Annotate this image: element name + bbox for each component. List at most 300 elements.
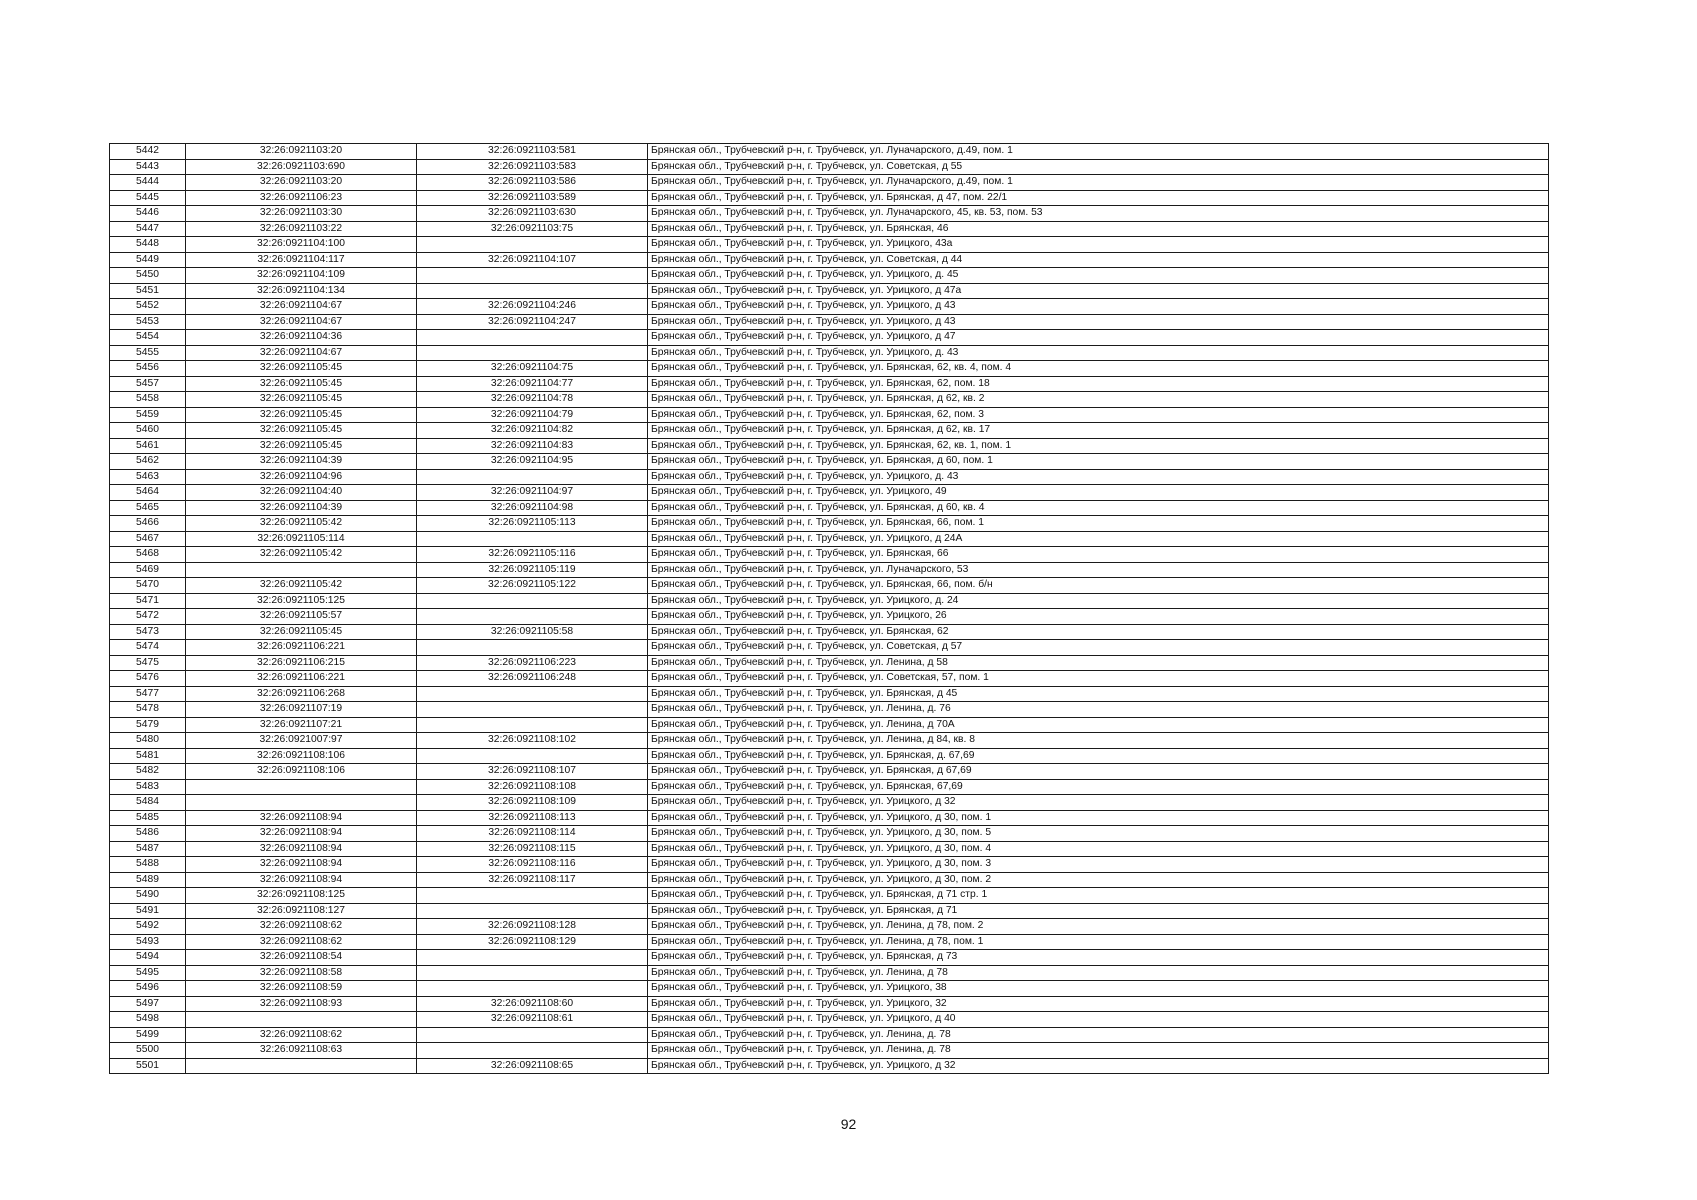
parent-cadastral-number-cell: 32:26:0921105:42 xyxy=(186,516,417,532)
parent-cadastral-number-cell: 32:26:0921105:45 xyxy=(186,624,417,640)
row-number-cell: 5473 xyxy=(110,624,186,640)
address-cell: Брянская обл., Трубчевский р-н, г. Трубчевск, ул. Брянская, 62, кв. 4, пом. 4 xyxy=(648,361,1549,377)
row-number-cell: 5484 xyxy=(110,795,186,811)
address-cell: Брянская обл., Трубчевский р-н, г. Трубчевск, ул. Брянская, д. 67,69 xyxy=(648,748,1549,764)
address-cell: Брянская обл., Трубчевский р-н, г. Трубчевск, ул. Брянская, 66 xyxy=(648,547,1549,563)
table-row xyxy=(110,903,1549,919)
table-row xyxy=(110,500,1549,516)
table-row xyxy=(110,686,1549,702)
parent-cadastral-number-cell: 32:26:0921105:45 xyxy=(186,361,417,377)
parent-cadastral-number-cell: 32:26:0921105:114 xyxy=(186,531,417,547)
table-row xyxy=(110,438,1549,454)
address-cell: Брянская обл., Трубчевский р-н, г. Трубчевск, ул. Урицкого, 26 xyxy=(648,609,1549,625)
address-cell: Брянская обл., Трубчевский р-н, г. Трубчевск, ул. Советская, д 44 xyxy=(648,252,1549,268)
address-cell: Брянская обл., Трубчевский р-н, г. Трубчевск, ул. Ленина, д 84, кв. 8 xyxy=(648,733,1549,749)
cadastral-number-cell: 32:26:0921103:589 xyxy=(417,190,648,206)
cadastral-number-cell: 32:26:0921108:107 xyxy=(417,764,648,780)
cadastral-number-cell: 32:26:0921108:117 xyxy=(417,872,648,888)
cadastral-number-cell xyxy=(417,469,648,485)
row-number-cell: 5444 xyxy=(110,175,186,191)
row-number-cell: 5447 xyxy=(110,221,186,237)
row-number-cell: 5442 xyxy=(110,144,186,160)
parent-cadastral-number-cell xyxy=(186,779,417,795)
cadastral-number-cell: 32:26:0921108:108 xyxy=(417,779,648,795)
row-number-cell: 5477 xyxy=(110,686,186,702)
table-row xyxy=(110,314,1549,330)
cadastral-number-cell: 32:26:0921108:115 xyxy=(417,841,648,857)
row-number-cell: 5448 xyxy=(110,237,186,253)
row-number-cell: 5443 xyxy=(110,159,186,175)
address-cell: Брянская обл., Трубчевский р-н, г. Трубчевск, ул. Брянская, д 71 стр. 1 xyxy=(648,888,1549,904)
address-cell: Брянская обл., Трубчевский р-н, г. Трубчевск, ул. Брянская, 62, пом. 18 xyxy=(648,376,1549,392)
row-number-cell: 5490 xyxy=(110,888,186,904)
address-cell: Брянская обл., Трубчевский р-н, г. Трубчевск, ул. Урицкого, д 32 xyxy=(648,1058,1549,1074)
parent-cadastral-number-cell: 32:26:0921105:45 xyxy=(186,376,417,392)
address-cell: Брянская обл., Трубчевский р-н, г. Трубчевск, ул. Луначарского, д.49, пом. 1 xyxy=(648,175,1549,191)
parent-cadastral-number-cell: 32:26:0921108:62 xyxy=(186,919,417,935)
parent-cadastral-number-cell: 32:26:0921104:39 xyxy=(186,454,417,470)
row-number-cell: 5498 xyxy=(110,1012,186,1028)
table-row xyxy=(110,764,1549,780)
row-number-cell: 5482 xyxy=(110,764,186,780)
cadastral-number-cell: 32:26:0921108:60 xyxy=(417,996,648,1012)
address-cell: Брянская обл., Трубчевский р-н, г. Трубчевск, ул. Брянская, 67,69 xyxy=(648,779,1549,795)
parent-cadastral-number-cell: 32:26:0921103:30 xyxy=(186,206,417,222)
cadastral-number-cell: 32:26:0921104:246 xyxy=(417,299,648,315)
parent-cadastral-number-cell: 32:26:0921104:67 xyxy=(186,299,417,315)
cadastral-number-cell: 32:26:0921108:114 xyxy=(417,826,648,842)
row-number-cell: 5470 xyxy=(110,578,186,594)
table-row xyxy=(110,1027,1549,1043)
table-row xyxy=(110,795,1549,811)
row-number-cell: 5485 xyxy=(110,810,186,826)
table-row xyxy=(110,981,1549,997)
parent-cadastral-number-cell: 32:26:0921103:22 xyxy=(186,221,417,237)
row-number-cell: 5499 xyxy=(110,1027,186,1043)
address-cell: Брянская обл., Трубчевский р-н, г. Трубчевск, ул. Брянская, д 62, кв. 17 xyxy=(648,423,1549,439)
row-number-cell: 5489 xyxy=(110,872,186,888)
parent-cadastral-number-cell: 32:26:0921105:45 xyxy=(186,407,417,423)
parent-cadastral-number-cell: 32:26:0921104:117 xyxy=(186,252,417,268)
parent-cadastral-number-cell: 32:26:0921105:45 xyxy=(186,438,417,454)
parent-cadastral-number-cell: 32:26:0921105:45 xyxy=(186,392,417,408)
cadastral-number-cell: 32:26:0921108:113 xyxy=(417,810,648,826)
cadastral-number-cell xyxy=(417,283,648,299)
table-row xyxy=(110,330,1549,346)
row-number-cell: 5480 xyxy=(110,733,186,749)
cadastral-number-cell xyxy=(417,640,648,656)
parent-cadastral-number-cell: 32:26:0921108:59 xyxy=(186,981,417,997)
cadastral-number-cell xyxy=(417,237,648,253)
cadastral-number-cell: 32:26:0921108:61 xyxy=(417,1012,648,1028)
row-number-cell: 5449 xyxy=(110,252,186,268)
row-number-cell: 5496 xyxy=(110,981,186,997)
address-cell: Брянская обл., Трубчевский р-н, г. Трубчевск, ул. Урицкого, д 47 xyxy=(648,330,1549,346)
cadastral-number-cell: 32:26:0921106:248 xyxy=(417,671,648,687)
cadastral-number-cell xyxy=(417,717,648,733)
address-cell: Брянская обл., Трубчевский р-н, г. Трубчевск, ул. Брянская, 62 xyxy=(648,624,1549,640)
table-row xyxy=(110,810,1549,826)
table-row xyxy=(110,702,1549,718)
parent-cadastral-number-cell xyxy=(186,1012,417,1028)
cadastral-number-cell xyxy=(417,345,648,361)
parent-cadastral-number-cell: 32:26:0921106:221 xyxy=(186,671,417,687)
address-cell: Брянская обл., Трубчевский р-н, г. Трубчевск, ул. Урицкого, д 40 xyxy=(648,1012,1549,1028)
parent-cadastral-number-cell xyxy=(186,1058,417,1074)
table-row xyxy=(110,159,1549,175)
row-number-cell: 5494 xyxy=(110,950,186,966)
cadastral-number-cell xyxy=(417,268,648,284)
table-row xyxy=(110,206,1549,222)
row-number-cell: 5457 xyxy=(110,376,186,392)
row-number-cell: 5492 xyxy=(110,919,186,935)
cadastral-number-cell: 32:26:0921104:98 xyxy=(417,500,648,516)
table-row xyxy=(110,826,1549,842)
row-number-cell: 5454 xyxy=(110,330,186,346)
cadastral-number-cell xyxy=(417,593,648,609)
row-number-cell: 5501 xyxy=(110,1058,186,1074)
cadastral-number-cell xyxy=(417,1027,648,1043)
table-row xyxy=(110,531,1549,547)
parent-cadastral-number-cell: 32:26:0921106:215 xyxy=(186,655,417,671)
address-cell: Брянская обл., Трубчевский р-н, г. Трубчевск, ул. Советская, д 55 xyxy=(648,159,1549,175)
parent-cadastral-number-cell: 32:26:0921104:109 xyxy=(186,268,417,284)
address-cell: Брянская обл., Трубчевский р-н, г. Трубчевск, ул. Брянская, д 67,69 xyxy=(648,764,1549,780)
cadastral-number-cell xyxy=(417,686,648,702)
table-row xyxy=(110,965,1549,981)
address-cell: Брянская обл., Трубчевский р-н, г. Трубчевск, ул. Урицкого, д 30, пом. 4 xyxy=(648,841,1549,857)
row-number-cell: 5483 xyxy=(110,779,186,795)
row-number-cell: 5500 xyxy=(110,1043,186,1059)
row-number-cell: 5469 xyxy=(110,562,186,578)
address-cell: Брянская обл., Трубчевский р-н, г. Трубчевск, ул. Урицкого, д. 45 xyxy=(648,268,1549,284)
table-row xyxy=(110,779,1549,795)
address-cell: Брянская обл., Трубчевский р-н, г. Трубчевск, ул. Брянская, д 60, кв. 4 xyxy=(648,500,1549,516)
cadastral-number-cell: 32:26:0921103:75 xyxy=(417,221,648,237)
parent-cadastral-number-cell: 32:26:0921108:94 xyxy=(186,841,417,857)
parent-cadastral-number-cell: 32:26:0921108:94 xyxy=(186,810,417,826)
cadastral-number-cell: 32:26:0921104:82 xyxy=(417,423,648,439)
table-row xyxy=(110,934,1549,950)
parent-cadastral-number-cell: 32:26:0921108:54 xyxy=(186,950,417,966)
parent-cadastral-number-cell: 32:26:0921107:19 xyxy=(186,702,417,718)
table-row xyxy=(110,221,1549,237)
row-number-cell: 5453 xyxy=(110,314,186,330)
address-cell: Брянская обл., Трубчевский р-н, г. Трубчевск, ул. Урицкого, 38 xyxy=(648,981,1549,997)
table-row xyxy=(110,516,1549,532)
row-number-cell: 5491 xyxy=(110,903,186,919)
cadastral-number-cell: 32:26:0921105:122 xyxy=(417,578,648,594)
row-number-cell: 5455 xyxy=(110,345,186,361)
page-number: 92 xyxy=(840,1116,857,1132)
cadastral-number-cell xyxy=(417,531,648,547)
table-row xyxy=(110,655,1549,671)
row-number-cell: 5458 xyxy=(110,392,186,408)
cadastral-number-cell: 32:26:0921104:107 xyxy=(417,252,648,268)
table-row xyxy=(110,190,1549,206)
address-cell: Брянская обл., Трубчевский р-н, г. Трубчевск, ул. Брянская, 46 xyxy=(648,221,1549,237)
address-cell: Брянская обл., Трубчевский р-н, г. Трубчевск, ул. Брянская, 66, пом. 1 xyxy=(648,516,1549,532)
table-row xyxy=(110,283,1549,299)
address-cell: Брянская обл., Трубчевский р-н, г. Трубчевск, ул. Урицкого, д 30, пом. 2 xyxy=(648,872,1549,888)
cadastral-number-cell xyxy=(417,609,648,625)
row-number-cell: 5471 xyxy=(110,593,186,609)
cadastral-number-cell xyxy=(417,950,648,966)
table-row xyxy=(110,996,1549,1012)
parent-cadastral-number-cell: 32:26:0921108:63 xyxy=(186,1043,417,1059)
address-cell: Брянская обл., Трубчевский р-н, г. Трубчевск, ул. Брянская, д 62, кв. 2 xyxy=(648,392,1549,408)
cadastral-number-cell: 32:26:0921104:97 xyxy=(417,485,648,501)
row-number-cell: 5493 xyxy=(110,934,186,950)
address-cell: Брянская обл., Трубчевский р-н, г. Трубчевск, ул. Урицкого, д. 43 xyxy=(648,469,1549,485)
cadastral-number-cell xyxy=(417,330,648,346)
row-number-cell: 5460 xyxy=(110,423,186,439)
table-row xyxy=(110,841,1549,857)
table-row xyxy=(110,1043,1549,1059)
registry-table xyxy=(109,143,1549,1074)
cadastral-number-cell: 32:26:0921105:119 xyxy=(417,562,648,578)
parent-cadastral-number-cell: 32:26:0921105:57 xyxy=(186,609,417,625)
row-number-cell: 5472 xyxy=(110,609,186,625)
cadastral-number-cell: 32:26:0921105:58 xyxy=(417,624,648,640)
cadastral-number-cell: 32:26:0921104:247 xyxy=(417,314,648,330)
address-cell: Брянская обл., Трубчевский р-н, г. Трубчевск, ул. Урицкого, д 30, пом. 5 xyxy=(648,826,1549,842)
row-number-cell: 5486 xyxy=(110,826,186,842)
address-cell: Брянская обл., Трубчевский р-н, г. Трубчевск, ул. Брянская, д 47, пом. 22/1 xyxy=(648,190,1549,206)
row-number-cell: 5446 xyxy=(110,206,186,222)
table-row xyxy=(110,268,1549,284)
cadastral-number-cell xyxy=(417,888,648,904)
cadastral-number-cell xyxy=(417,702,648,718)
cadastral-number-cell: 32:26:0921106:223 xyxy=(417,655,648,671)
parent-cadastral-number-cell: 32:26:0921107:21 xyxy=(186,717,417,733)
parent-cadastral-number-cell: 32:26:0921106:268 xyxy=(186,686,417,702)
address-cell: Брянская обл., Трубчевский р-н, г. Трубчевск, ул. Урицкого, д 24А xyxy=(648,531,1549,547)
parent-cadastral-number-cell xyxy=(186,795,417,811)
table-row xyxy=(110,345,1549,361)
address-cell: Брянская обл., Трубчевский р-н, г. Трубчевск, ул. Брянская, 62, кв. 1, пом. 1 xyxy=(648,438,1549,454)
table-row xyxy=(110,888,1549,904)
table-row xyxy=(110,624,1549,640)
row-number-cell: 5461 xyxy=(110,438,186,454)
parent-cadastral-number-cell: 32:26:0921104:134 xyxy=(186,283,417,299)
parent-cadastral-number-cell: 32:26:0921108:94 xyxy=(186,826,417,842)
address-cell: Брянская обл., Трубчевский р-н, г. Трубчевск, ул. Луначарского, д.49, пом. 1 xyxy=(648,144,1549,160)
parent-cadastral-number-cell: 32:26:0921103:690 xyxy=(186,159,417,175)
cadastral-number-cell xyxy=(417,965,648,981)
row-number-cell: 5488 xyxy=(110,857,186,873)
cadastral-number-cell xyxy=(417,981,648,997)
cadastral-number-cell: 32:26:0921104:95 xyxy=(417,454,648,470)
parent-cadastral-number-cell: 32:26:0921104:96 xyxy=(186,469,417,485)
cadastral-number-cell xyxy=(417,748,648,764)
row-number-cell: 5467 xyxy=(110,531,186,547)
table-row xyxy=(110,950,1549,966)
row-number-cell: 5456 xyxy=(110,361,186,377)
address-cell: Брянская обл., Трубчевский р-н, г. Трубчевск, ул. Урицкого, 49 xyxy=(648,485,1549,501)
address-cell: Брянская обл., Трубчевский р-н, г. Трубчевск, ул. Ленина, д 78, пом. 2 xyxy=(648,919,1549,935)
address-cell: Брянская обл., Трубчевский р-н, г. Трубчевск, ул. Урицкого, д 30, пом. 3 xyxy=(648,857,1549,873)
cadastral-number-cell: 32:26:0921103:583 xyxy=(417,159,648,175)
address-cell: Брянская обл., Трубчевский р-н, г. Трубчевск, ул. Урицкого, д 32 xyxy=(648,795,1549,811)
address-cell: Брянская обл., Трубчевский р-н, г. Трубчевск, ул. Ленина, д 78 xyxy=(648,965,1549,981)
table-row xyxy=(110,748,1549,764)
parent-cadastral-number-cell: 32:26:0921108:127 xyxy=(186,903,417,919)
address-cell: Брянская обл., Трубчевский р-н, г. Трубчевск, ул. Урицкого, 43а xyxy=(648,237,1549,253)
parent-cadastral-number-cell: 32:26:0921104:67 xyxy=(186,314,417,330)
table-row xyxy=(110,640,1549,656)
row-number-cell: 5466 xyxy=(110,516,186,532)
parent-cadastral-number-cell: 32:26:0921108:106 xyxy=(186,748,417,764)
cadastral-number-cell: 32:26:0921105:116 xyxy=(417,547,648,563)
row-number-cell: 5487 xyxy=(110,841,186,857)
table-row xyxy=(110,609,1549,625)
table-row xyxy=(110,299,1549,315)
cadastral-number-cell: 32:26:0921108:109 xyxy=(417,795,648,811)
row-number-cell: 5445 xyxy=(110,190,186,206)
row-number-cell: 5463 xyxy=(110,469,186,485)
table-row xyxy=(110,237,1549,253)
table-row xyxy=(110,175,1549,191)
cadastral-number-cell: 32:26:0921103:586 xyxy=(417,175,648,191)
parent-cadastral-number-cell: 32:26:0921105:125 xyxy=(186,593,417,609)
address-cell: Брянская обл., Трубчевский р-н, г. Трубчевск, ул. Ленина, д. 76 xyxy=(648,702,1549,718)
table-row xyxy=(110,144,1549,160)
row-number-cell: 5497 xyxy=(110,996,186,1012)
cadastral-number-cell xyxy=(417,903,648,919)
row-number-cell: 5481 xyxy=(110,748,186,764)
address-cell: Брянская обл., Трубчевский р-н, г. Трубчевск, ул. Брянская, 62, пом. 3 xyxy=(648,407,1549,423)
cadastral-number-cell xyxy=(417,1043,648,1059)
parent-cadastral-number-cell: 32:26:0921105:42 xyxy=(186,578,417,594)
parent-cadastral-number-cell xyxy=(186,562,417,578)
row-number-cell: 5495 xyxy=(110,965,186,981)
address-cell: Брянская обл., Трубчевский р-н, г. Трубчевск, ул. Брянская, д 45 xyxy=(648,686,1549,702)
table-row xyxy=(110,454,1549,470)
address-cell: Брянская обл., Трубчевский р-н, г. Трубчевск, ул. Брянская, д 60, пом. 1 xyxy=(648,454,1549,470)
row-number-cell: 5464 xyxy=(110,485,186,501)
parent-cadastral-number-cell: 32:26:0921104:100 xyxy=(186,237,417,253)
row-number-cell: 5462 xyxy=(110,454,186,470)
parent-cadastral-number-cell: 32:26:0921108:94 xyxy=(186,857,417,873)
address-cell: Брянская обл., Трубчевский р-н, г. Трубчевск, ул. Ленина, д 70А xyxy=(648,717,1549,733)
parent-cadastral-number-cell: 32:26:0921007:97 xyxy=(186,733,417,749)
address-cell: Брянская обл., Трубчевский р-н, г. Трубчевск, ул. Брянская, д 71 xyxy=(648,903,1549,919)
address-cell: Брянская обл., Трубчевский р-н, г. Трубчевск, ул. Урицкого, 32 xyxy=(648,996,1549,1012)
address-cell: Брянская обл., Трубчевский р-н, г. Трубчевск, ул. Урицкого, д 43 xyxy=(648,299,1549,315)
row-number-cell: 5474 xyxy=(110,640,186,656)
address-cell: Брянская обл., Трубчевский р-н, г. Трубчевск, ул. Урицкого, д 30, пом. 1 xyxy=(648,810,1549,826)
parent-cadastral-number-cell: 32:26:0921106:221 xyxy=(186,640,417,656)
table-row xyxy=(110,1058,1549,1074)
parent-cadastral-number-cell: 32:26:0921108:62 xyxy=(186,934,417,950)
row-number-cell: 5479 xyxy=(110,717,186,733)
parent-cadastral-number-cell: 32:26:0921104:67 xyxy=(186,345,417,361)
row-number-cell: 5452 xyxy=(110,299,186,315)
table-row xyxy=(110,485,1549,501)
address-cell: Брянская обл., Трубчевский р-н, г. Трубчевск, ул. Ленина, д 58 xyxy=(648,655,1549,671)
table-row xyxy=(110,671,1549,687)
table-row xyxy=(110,733,1549,749)
table-row xyxy=(110,857,1549,873)
parent-cadastral-number-cell: 32:26:0921108:93 xyxy=(186,996,417,1012)
table-row xyxy=(110,578,1549,594)
parent-cadastral-number-cell: 32:26:0921108:125 xyxy=(186,888,417,904)
table-row xyxy=(110,469,1549,485)
row-number-cell: 5478 xyxy=(110,702,186,718)
table-row xyxy=(110,376,1549,392)
parent-cadastral-number-cell: 32:26:0921104:36 xyxy=(186,330,417,346)
cadastral-number-cell: 32:26:0921108:116 xyxy=(417,857,648,873)
cadastral-number-cell: 32:26:0921104:79 xyxy=(417,407,648,423)
cadastral-number-cell: 32:26:0921108:128 xyxy=(417,919,648,935)
parent-cadastral-number-cell: 32:26:0921108:62 xyxy=(186,1027,417,1043)
address-cell: Брянская обл., Трубчевский р-н, г. Трубчевск, ул. Ленина, д. 78 xyxy=(648,1043,1549,1059)
address-cell: Брянская обл., Трубчевский р-н, г. Трубчевск, ул. Урицкого, д 43 xyxy=(648,314,1549,330)
row-number-cell: 5468 xyxy=(110,547,186,563)
parent-cadastral-number-cell: 32:26:0921103:20 xyxy=(186,144,417,160)
cadastral-number-cell: 32:26:0921105:113 xyxy=(417,516,648,532)
parent-cadastral-number-cell: 32:26:0921106:23 xyxy=(186,190,417,206)
address-cell: Брянская обл., Трубчевский р-н, г. Трубчевск, ул. Урицкого, д 47а xyxy=(648,283,1549,299)
cadastral-number-cell: 32:26:0921108:65 xyxy=(417,1058,648,1074)
address-cell: Брянская обл., Трубчевский р-н, г. Трубчевск, ул. Луначарского, 45, кв. 53, пом. 53 xyxy=(648,206,1549,222)
cadastral-number-cell: 32:26:0921104:75 xyxy=(417,361,648,377)
address-cell: Брянская обл., Трубчевский р-н, г. Трубчевск, ул. Урицкого, д. 24 xyxy=(648,593,1549,609)
address-cell: Брянская обл., Трубчевский р-н, г. Трубчевск, ул. Брянская, д 73 xyxy=(648,950,1549,966)
table-row xyxy=(110,1012,1549,1028)
cadastral-number-cell: 32:26:0921103:630 xyxy=(417,206,648,222)
address-cell: Брянская обл., Трубчевский р-н, г. Трубчевск, ул. Ленина, д. 78 xyxy=(648,1027,1549,1043)
table-row xyxy=(110,562,1549,578)
cadastral-number-cell: 32:26:0921108:102 xyxy=(417,733,648,749)
parent-cadastral-number-cell: 32:26:0921104:39 xyxy=(186,500,417,516)
cadastral-number-cell: 32:26:0921103:581 xyxy=(417,144,648,160)
table-row xyxy=(110,423,1549,439)
parent-cadastral-number-cell: 32:26:0921104:40 xyxy=(186,485,417,501)
cadastral-number-cell: 32:26:0921104:77 xyxy=(417,376,648,392)
row-number-cell: 5459 xyxy=(110,407,186,423)
address-cell: Брянская обл., Трубчевский р-н, г. Трубчевск, ул. Ленина, д 78, пом. 1 xyxy=(648,934,1549,950)
table-row xyxy=(110,919,1549,935)
row-number-cell: 5465 xyxy=(110,500,186,516)
registry-table-body xyxy=(110,144,1549,1074)
cadastral-number-cell: 32:26:0921104:83 xyxy=(417,438,648,454)
parent-cadastral-number-cell: 32:26:0921108:58 xyxy=(186,965,417,981)
cadastral-number-cell: 32:26:0921108:129 xyxy=(417,934,648,950)
parent-cadastral-number-cell: 32:26:0921103:20 xyxy=(186,175,417,191)
row-number-cell: 5450 xyxy=(110,268,186,284)
parent-cadastral-number-cell: 32:26:0921108:106 xyxy=(186,764,417,780)
cadastral-number-cell: 32:26:0921104:78 xyxy=(417,392,648,408)
table-row xyxy=(110,407,1549,423)
table-row xyxy=(110,872,1549,888)
address-cell: Брянская обл., Трубчевский р-н, г. Трубчевск, ул. Урицкого, д. 43 xyxy=(648,345,1549,361)
parent-cadastral-number-cell: 32:26:0921108:94 xyxy=(186,872,417,888)
table-row xyxy=(110,392,1549,408)
table-row xyxy=(110,361,1549,377)
parent-cadastral-number-cell: 32:26:0921105:45 xyxy=(186,423,417,439)
address-cell: Брянская обл., Трубчевский р-н, г. Трубчевск, ул. Советская, 57, пом. 1 xyxy=(648,671,1549,687)
table-row xyxy=(110,252,1549,268)
table-row xyxy=(110,547,1549,563)
table-row xyxy=(110,593,1549,609)
row-number-cell: 5451 xyxy=(110,283,186,299)
address-cell: Брянская обл., Трубчевский р-н, г. Трубчевск, ул. Советская, д 57 xyxy=(648,640,1549,656)
parent-cadastral-number-cell: 32:26:0921105:42 xyxy=(186,547,417,563)
address-cell: Брянская обл., Трубчевский р-н, г. Трубчевск, ул. Брянская, 66, пом. б/н xyxy=(648,578,1549,594)
table-row xyxy=(110,717,1549,733)
